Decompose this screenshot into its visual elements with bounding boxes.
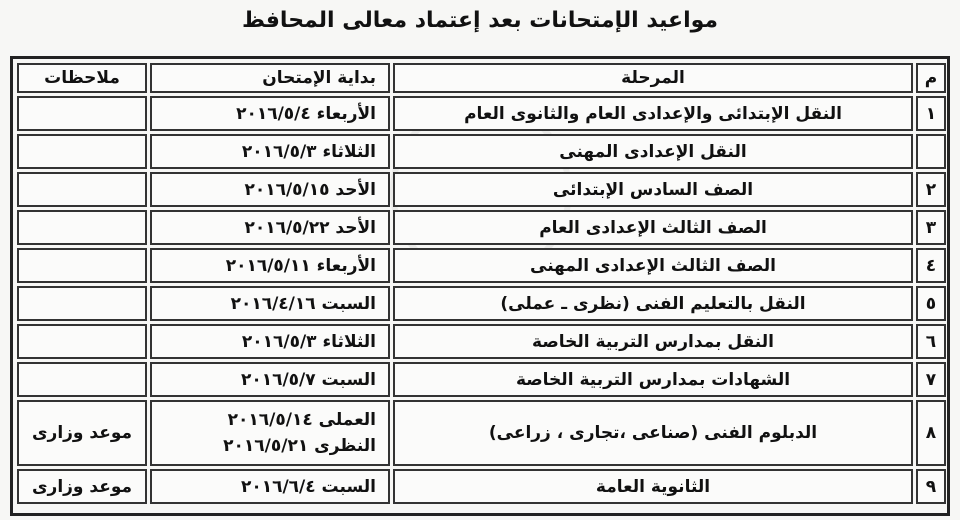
row-stage: النقل الإعدادى المهنى — [393, 134, 913, 169]
row-notes — [17, 362, 147, 397]
row-num: ٨ — [916, 400, 946, 466]
table-row — [17, 469, 946, 504]
table-row — [17, 210, 946, 245]
row-num: ١ — [916, 96, 946, 131]
table-row — [17, 172, 946, 207]
row-stage: الصف السادس الإبتدائى — [393, 172, 913, 207]
table-row — [17, 286, 946, 321]
row-date: الأحد ٢٠١٦/٥/١٥ — [150, 172, 390, 207]
row-stage: الصف الثالث الإعدادى المهنى — [393, 248, 913, 283]
row-notes — [17, 172, 147, 207]
row-date: الثلاثاء ٢٠١٦/٥/٣ — [150, 324, 390, 359]
row-date: السبت ٢٠١٦/٦/٤ — [150, 469, 390, 504]
row-num: ٥ — [916, 286, 946, 321]
row-notes — [17, 96, 147, 131]
row-stage: النقل بالتعليم الفنى (نظرى ـ عملى) — [393, 286, 913, 321]
row-notes — [17, 210, 147, 245]
row-num: ٤ — [916, 248, 946, 283]
header-stage: المرحلة — [393, 63, 913, 93]
row-date: الثلاثاء ٢٠١٦/٥/٣ — [150, 134, 390, 169]
header-date: بداية الإمتحان — [150, 63, 390, 93]
page-title: مواعيد الإمتحانات بعد إعتماد معالى المحافظ — [241, 8, 719, 33]
row-date: السبت ٢٠١٦/٥/٧ — [150, 362, 390, 397]
row-date: الأحد ٢٠١٦/٥/٢٢ — [150, 210, 390, 245]
row-stage: النقل الإبتدائى والإعدادى العام والثانوى العام — [393, 96, 913, 131]
table-row — [17, 324, 946, 359]
row-num: ٢ — [916, 172, 946, 207]
row-date: السبت ٢٠١٦/٤/١٦ — [150, 286, 390, 321]
row-num: ٧ — [916, 362, 946, 397]
table-row — [17, 400, 946, 466]
row-num: ٩ — [916, 469, 946, 504]
row-notes: موعد وزارى — [17, 400, 147, 466]
row-notes — [17, 134, 147, 169]
row-date: الأربعاء ٢٠١٦/٥/٤ — [150, 96, 390, 131]
header-notes: ملاحظات — [17, 63, 147, 93]
row-stage: الثانوية العامة — [393, 469, 913, 504]
row-stage: الدبلوم الفنى (صناعى ،تجارى ، زراعى) — [393, 400, 913, 466]
table-row — [17, 96, 946, 131]
row-notes: موعد وزارى — [17, 469, 147, 504]
table-row — [17, 362, 946, 397]
table-header-row — [17, 63, 946, 93]
exam-schedule-table — [14, 60, 949, 507]
row-stage: الشهادات بمدارس التربية الخاصة — [393, 362, 913, 397]
table-row — [17, 248, 946, 283]
row-num: ٦ — [916, 324, 946, 359]
row-date-practical: العملى ٢٠١٦/٥/١٤ — [227, 410, 376, 430]
row-num: ٣ — [916, 210, 946, 245]
row-date — [150, 400, 390, 466]
row-date: الأربعاء ٢٠١٦/٥/١١ — [150, 248, 390, 283]
row-date-theoretical: النظرى ٢٠١٦/٥/٢١ — [223, 436, 376, 456]
row-stage: الصف الثالث الإعدادى العام — [393, 210, 913, 245]
row-num — [916, 134, 946, 169]
table-row — [17, 134, 946, 169]
header-num: م — [916, 63, 946, 93]
row-notes — [17, 248, 147, 283]
row-notes — [17, 286, 147, 321]
row-notes — [17, 324, 147, 359]
row-stage: النقل بمدارس التربية الخاصة — [393, 324, 913, 359]
